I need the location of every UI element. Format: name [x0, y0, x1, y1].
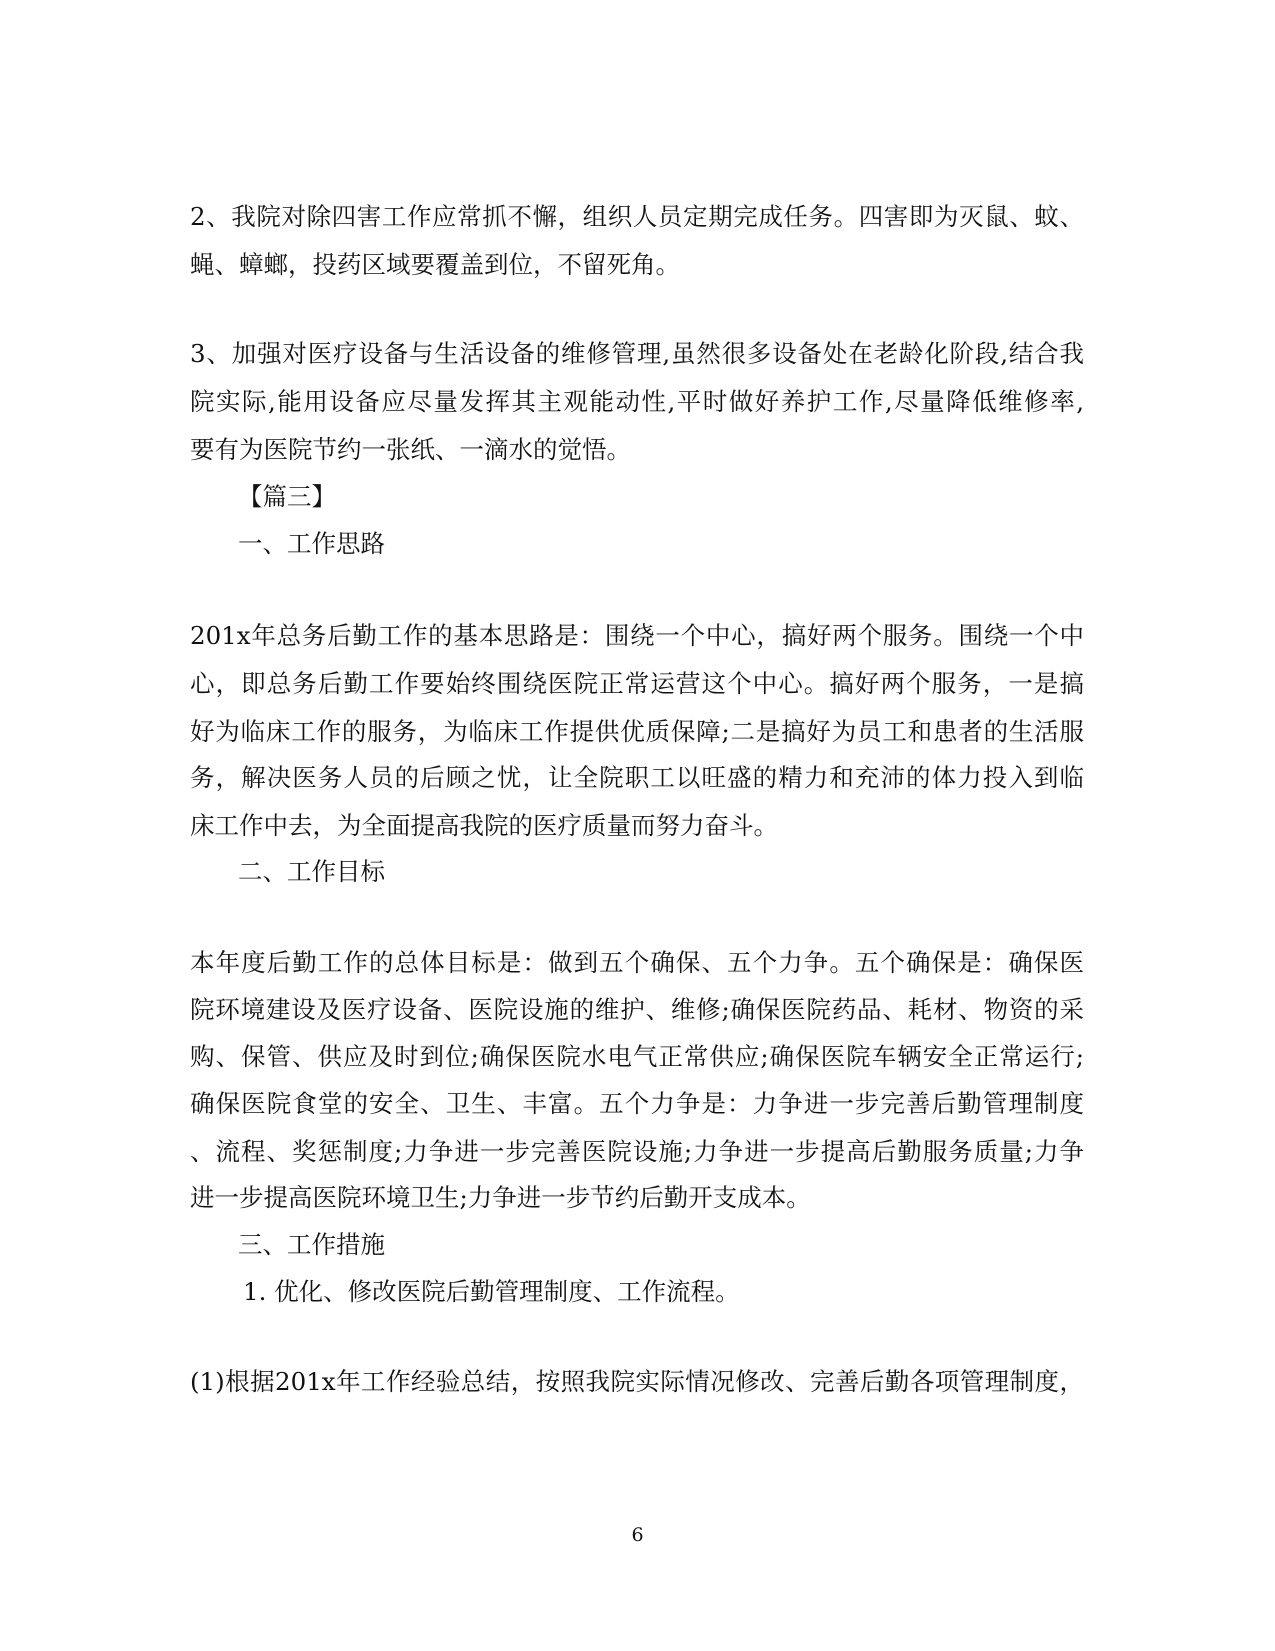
section-heading: 【篇三】	[238, 482, 336, 511]
paragraph-line: (1)根据201x年工作经验总结，按照我院实际情况修改、完善后勤各项管理制度，	[190, 1367, 1084, 1396]
paragraph-line: 购、保管、供应及时到位;确保医院水电气正常供应;确保医院车辆安全正常运行;	[190, 1042, 1084, 1071]
page-number: 6	[631, 1524, 644, 1546]
paragraph-line: 要有为医院节约一张纸、一滴水的觉悟。	[190, 435, 631, 464]
paragraph-line: 、流程、奖惩制度;力争进一步完善医院设施;力争进一步提高后勤服务质量;力争	[190, 1137, 1084, 1166]
paragraph-line: 院环境建设及医疗设备、医院设施的维护、维修;确保医院药品、耗材、物资的采	[190, 995, 1084, 1024]
paragraph-line: 好为临床工作的服务，为临床工作提供优质保障;二是搞好为员工和患者的生活服	[190, 717, 1084, 746]
paragraph-line: 进一步提高医院环境卫生;力争进一步节约后勤开支成本。	[190, 1183, 811, 1212]
paragraph-line: 蝇、蟑螂，投药区域要覆盖到位，不留死角。	[190, 250, 680, 279]
paragraph-line: 201x年总务后勤工作的基本思路是：围绕一个中心，搞好两个服务。围绕一个中	[190, 621, 1084, 650]
section-heading: 二、工作目标	[238, 857, 385, 886]
subsection-heading: 1. 优化、修改医院后勤管理制度、工作流程。	[243, 1277, 740, 1306]
paragraph-line: 本年度后勤工作的总体目标是：做到五个确保、五个力争。五个确保是：确保医	[190, 948, 1084, 977]
paragraph-line: 院实际,能用设备应尽量发挥其主观能动性,平时做好养护工作,尽量降低维修率,	[190, 387, 1084, 416]
paragraph-line: 3、加强对医疗设备与生活设备的维修管理,虽然很多设备处在老龄化阶段,结合我	[190, 339, 1084, 368]
paragraph-line: 床工作中去，为全面提高我院的医疗质量而努力奋斗。	[190, 811, 778, 840]
paragraph-line: 2、我院对除四害工作应常抓不懈，组织人员定期完成任务。四害即为灭鼠、蚊、	[190, 202, 1084, 231]
paragraph-line: 心，即总务后勤工作要始终围绕医院正常运营这个中心。搞好两个服务，一是搞	[190, 669, 1084, 698]
paragraph-line: 确保医院食堂的安全、卫生、丰富。五个力争是：力争进一步完善后勤管理制度	[190, 1089, 1084, 1118]
paragraph-line: 务，解决医务人员的后顾之忧，让全院职工以旺盛的精力和充沛的体力投入到临	[190, 763, 1084, 792]
section-heading: 三、工作措施	[238, 1230, 385, 1259]
section-heading: 一、工作思路	[238, 529, 385, 558]
